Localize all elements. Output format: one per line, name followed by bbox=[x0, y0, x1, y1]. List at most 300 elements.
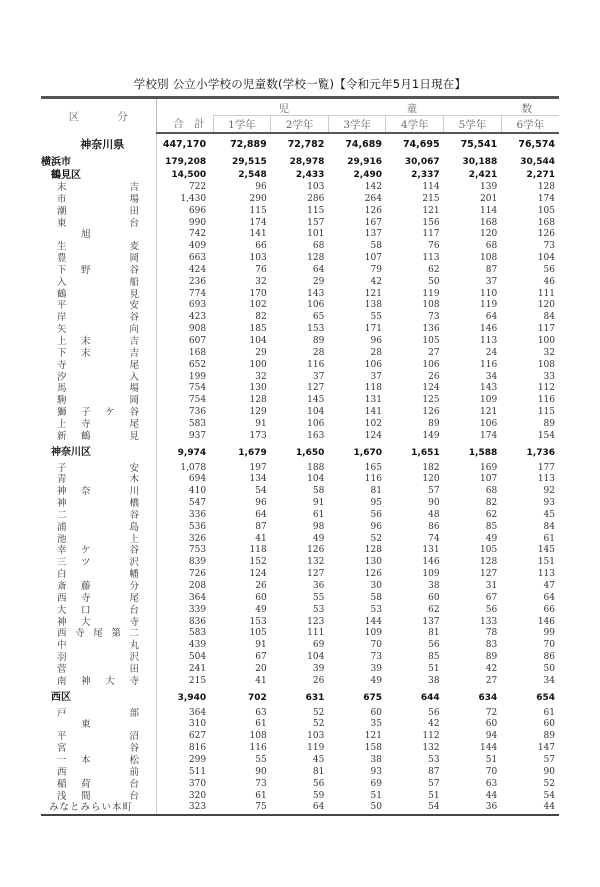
table-row bbox=[41, 194, 559, 206]
table-row bbox=[41, 767, 559, 779]
cell-grade-1: 67 bbox=[255, 652, 267, 663]
cell-grade-6: 154 bbox=[537, 430, 555, 441]
row-label bbox=[41, 498, 156, 510]
row-label-char: ケ bbox=[81, 545, 91, 557]
cell-grade-4: 137 bbox=[422, 616, 440, 627]
row-label-char: 大 bbox=[57, 604, 67, 616]
table-row bbox=[41, 218, 559, 230]
cell-grade-6: 32 bbox=[543, 347, 555, 358]
cell-grade-2: 101 bbox=[307, 229, 325, 240]
cell-grade-4: 105 bbox=[422, 335, 440, 346]
cell-grade-5: 44 bbox=[485, 790, 498, 801]
row-label bbox=[41, 324, 156, 336]
cell-grade-3: 130 bbox=[364, 557, 382, 568]
row-label-char: 谷 bbox=[129, 743, 139, 755]
row-label-char: 子 bbox=[57, 462, 67, 474]
cell-grade-1: 141 bbox=[249, 229, 267, 240]
table-row bbox=[41, 593, 559, 605]
cell-grade-6: 126 bbox=[537, 229, 555, 240]
row-label-char: 二 bbox=[129, 628, 139, 640]
row-label-char bbox=[81, 395, 91, 407]
row-label-char: 船 bbox=[129, 276, 139, 288]
row-label bbox=[41, 708, 156, 720]
row-label-char: 青 bbox=[57, 474, 67, 486]
row-label-char bbox=[105, 581, 115, 593]
table-row bbox=[41, 779, 559, 791]
row-label bbox=[41, 791, 156, 803]
row-label bbox=[41, 569, 156, 581]
cell-grade-5: 24 bbox=[485, 347, 498, 358]
row-label-char: 麦 bbox=[129, 241, 139, 253]
row-label-char bbox=[81, 194, 91, 206]
cell-grade-3: 2,490 bbox=[353, 170, 382, 180]
row-label-char: 谷 bbox=[129, 545, 139, 557]
row-label-char: 東 bbox=[81, 719, 91, 731]
cell-grade-6: 93 bbox=[543, 498, 555, 509]
cell-grade-6: 56 bbox=[543, 264, 555, 275]
cell-total: 241 bbox=[188, 663, 207, 674]
row-label-char: 荷 bbox=[81, 778, 91, 790]
cell-grade-4: 50 bbox=[428, 276, 440, 287]
row-label bbox=[41, 510, 156, 522]
cell-grade-5: 63 bbox=[485, 778, 498, 789]
cell-grade-4: 109 bbox=[422, 569, 440, 580]
table-row bbox=[41, 534, 559, 546]
row-label-char bbox=[105, 486, 115, 498]
row-label-char bbox=[105, 206, 115, 218]
row-label-char: 見 bbox=[129, 430, 139, 442]
cell-grade-2: 153 bbox=[307, 324, 325, 335]
cell-grade-2: 286 bbox=[307, 193, 325, 204]
row-label-char bbox=[105, 743, 115, 755]
cell-grade-5: 110 bbox=[480, 288, 498, 299]
table-row bbox=[41, 474, 559, 486]
cell-grade-2: 29 bbox=[312, 276, 325, 287]
cell-grade-4: 1,651 bbox=[411, 447, 440, 458]
cell-grade-3: 144 bbox=[364, 616, 382, 627]
cell-grade-1: 290 bbox=[249, 193, 267, 204]
row-label-char: 浦 bbox=[57, 521, 67, 533]
row-label-char: 場 bbox=[129, 383, 139, 395]
row-label-char: 分 bbox=[129, 581, 139, 592]
cell-total: 753 bbox=[188, 545, 207, 556]
cell-grade-4: 644 bbox=[420, 692, 440, 703]
row-label-char: 丸 bbox=[129, 640, 139, 652]
row-label bbox=[41, 218, 156, 230]
row-label-char bbox=[105, 218, 115, 230]
table-row bbox=[41, 206, 559, 218]
cell-grade-3: 158 bbox=[364, 743, 382, 754]
row-label-char: 中 bbox=[57, 640, 67, 652]
row-label-char bbox=[105, 534, 115, 546]
cell-grade-3: 675 bbox=[363, 692, 382, 703]
cell-grade-4: 51 bbox=[428, 790, 440, 801]
cell-grade-2: 128 bbox=[307, 253, 325, 264]
row-label-char: 場 bbox=[129, 193, 139, 205]
cell-grade-3: 131 bbox=[364, 395, 382, 406]
cell-total: 754 bbox=[188, 395, 207, 406]
cell-grade-2: 103 bbox=[307, 182, 325, 192]
cell-grade-2: 89 bbox=[312, 335, 325, 346]
row-label-char bbox=[105, 652, 115, 664]
col-header-total: 合 計 bbox=[156, 116, 213, 134]
cell-total: 504 bbox=[188, 652, 207, 663]
cell-grade-2: 123 bbox=[307, 616, 325, 627]
row-label-char bbox=[81, 277, 91, 289]
cell-grade-5: 1,588 bbox=[468, 447, 498, 458]
row-label-char bbox=[105, 182, 115, 194]
row-label bbox=[41, 593, 156, 605]
cell-grade-5: 143 bbox=[480, 383, 498, 394]
row-label bbox=[41, 312, 156, 324]
row-label-char: 鶴 bbox=[57, 288, 67, 300]
cell-grade-6: 146 bbox=[537, 616, 555, 627]
cell-grade-1: 54 bbox=[255, 486, 267, 497]
ward-row bbox=[41, 169, 559, 182]
cell-grade-1: 32 bbox=[255, 276, 267, 287]
cell-grade-6: 147 bbox=[537, 743, 555, 754]
cell-total: 836 bbox=[188, 616, 207, 627]
table-row bbox=[41, 360, 559, 372]
cell-grade-4: 117 bbox=[422, 229, 440, 240]
table-row bbox=[41, 676, 559, 688]
row-label-char bbox=[81, 312, 91, 324]
row-label-char bbox=[105, 640, 115, 652]
cell-grade-2: 2,433 bbox=[295, 170, 325, 180]
cell-total: 410 bbox=[188, 486, 207, 497]
row-label-char: 矢 bbox=[57, 324, 67, 336]
row-label-char: 末 bbox=[81, 347, 91, 359]
row-label-char bbox=[81, 241, 91, 253]
cell-total: 370 bbox=[188, 778, 207, 789]
row-label-char: 大 bbox=[105, 675, 115, 687]
cell-total: 722 bbox=[188, 182, 207, 192]
table-row bbox=[41, 348, 559, 360]
cell-total: 583 bbox=[188, 628, 207, 639]
table-row bbox=[41, 652, 559, 664]
row-label-char: 二 bbox=[57, 509, 67, 521]
cell-grade-6: 84 bbox=[543, 521, 555, 532]
table-row bbox=[41, 229, 559, 241]
row-label-char bbox=[81, 652, 91, 664]
cell-total: 299 bbox=[188, 754, 207, 765]
row-label-char: 安 bbox=[129, 300, 139, 312]
row-label-char: 沼 bbox=[129, 731, 139, 743]
cell-grade-3: 124 bbox=[364, 430, 382, 441]
cell-grade-6: 44 bbox=[543, 802, 555, 813]
row-label-char bbox=[105, 767, 115, 779]
table-row bbox=[41, 791, 559, 803]
cell-total: 423 bbox=[188, 312, 207, 323]
cell-grade-5: 27 bbox=[485, 675, 498, 686]
row-label-char: 戸 bbox=[57, 707, 67, 719]
row-label-char bbox=[81, 383, 91, 395]
cell-grade-1: 2,548 bbox=[238, 170, 267, 180]
table-row bbox=[41, 431, 559, 443]
row-label-char: 入 bbox=[129, 371, 139, 383]
row-label-char bbox=[105, 300, 115, 312]
cell-grade-3: 106 bbox=[364, 359, 382, 370]
cell-grade-1: 66 bbox=[255, 241, 267, 252]
cell-grade-1: 152 bbox=[249, 557, 267, 568]
row-label-char bbox=[81, 289, 91, 301]
cell-grade-6: 89 bbox=[543, 418, 555, 429]
table-row bbox=[41, 300, 559, 312]
cell-grade-4: 90 bbox=[428, 498, 440, 509]
cell-grade-1: 174 bbox=[249, 217, 267, 228]
cell-grade-5: 83 bbox=[485, 640, 498, 651]
row-label: 鶴見区 bbox=[41, 169, 156, 182]
cell-grade-1: 41 bbox=[255, 533, 267, 544]
row-label-char: 沢 bbox=[129, 652, 139, 664]
cell-grade-5: 168 bbox=[480, 217, 498, 228]
cell-grade-1: 100 bbox=[249, 359, 267, 370]
table-row bbox=[41, 336, 559, 348]
row-label-char: 上 bbox=[57, 418, 67, 430]
row-label: 神奈川区 bbox=[41, 443, 156, 463]
row-label-char bbox=[105, 289, 115, 301]
cell-total: 839 bbox=[188, 557, 207, 568]
row-label bbox=[41, 194, 156, 206]
cell-grade-6: 100 bbox=[537, 335, 555, 346]
row-label-char bbox=[105, 545, 115, 557]
cell-grade-1: 49 bbox=[255, 604, 267, 615]
row-label bbox=[41, 545, 156, 557]
cell-grade-6: 128 bbox=[537, 182, 555, 192]
cell-total: 742 bbox=[188, 229, 207, 240]
col-header-grade-4: 4学年 bbox=[386, 116, 444, 134]
row-label-char: 末 bbox=[81, 335, 91, 347]
row-label-char bbox=[105, 395, 115, 407]
header-kubun-char: 分 bbox=[117, 110, 128, 123]
row-label-char: 上 bbox=[129, 533, 139, 545]
cell-total: 694 bbox=[188, 474, 207, 485]
cell-grade-6: 111 bbox=[537, 288, 555, 299]
cell-grade-4: 131 bbox=[422, 545, 440, 556]
cell-grade-2: 55 bbox=[312, 592, 325, 603]
row-label bbox=[41, 300, 156, 312]
row-label-char: 宮 bbox=[57, 743, 67, 755]
col-header-grade-2: 2学年 bbox=[271, 116, 329, 134]
col-header-grade-1: 1学年 bbox=[213, 116, 271, 134]
enrollment-table bbox=[41, 96, 559, 816]
row-label-char bbox=[105, 498, 115, 510]
cell-grade-5: 107 bbox=[480, 474, 498, 485]
cell-grade-3: 165 bbox=[364, 462, 382, 473]
cell-grade-2: 39 bbox=[312, 663, 325, 674]
cell-grade-5: 113 bbox=[480, 335, 498, 346]
cell-grade-5: 146 bbox=[480, 324, 498, 335]
row-label-char: 大 bbox=[81, 616, 91, 628]
table-row bbox=[41, 498, 559, 510]
cell-grade-1: 20 bbox=[255, 663, 267, 674]
cell-grade-2: 65 bbox=[312, 312, 325, 323]
cell-total: 663 bbox=[188, 253, 207, 264]
row-label-char: 本 bbox=[81, 754, 91, 766]
col-header-grade-6: 6学年 bbox=[501, 116, 559, 134]
row-label-char: 尾 bbox=[93, 628, 103, 640]
cell-grade-5: 68 bbox=[485, 241, 498, 252]
cell-grade-3: 52 bbox=[370, 533, 382, 544]
row-label-char: 木 bbox=[129, 474, 139, 486]
cell-grade-5: 119 bbox=[480, 300, 498, 311]
table-row bbox=[41, 265, 559, 277]
cell-grade-6: 84 bbox=[543, 312, 555, 323]
cell-grade-4: 132 bbox=[422, 743, 440, 754]
cell-grade-1: 76 bbox=[255, 264, 267, 275]
row-label bbox=[41, 206, 156, 218]
row-label-char: 浅 bbox=[57, 790, 67, 802]
cell-grade-1: 173 bbox=[249, 430, 267, 441]
cell-grade-1: 29,515 bbox=[232, 157, 267, 167]
row-label-char: 前 bbox=[129, 766, 139, 778]
row-label-char: 平 bbox=[57, 731, 67, 743]
cell-grade-3: 50 bbox=[370, 802, 382, 813]
row-label bbox=[41, 383, 156, 395]
cell-grade-3: 137 bbox=[364, 229, 382, 240]
table-row bbox=[41, 486, 559, 498]
cell-grade-4: 89 bbox=[428, 418, 440, 429]
row-label-char bbox=[81, 324, 91, 336]
cell-grade-1: 96 bbox=[255, 182, 267, 192]
cell-grade-4: 120 bbox=[422, 474, 440, 485]
cell-grade-5: 116 bbox=[480, 359, 498, 370]
cell-grade-4: 56 bbox=[428, 640, 440, 651]
cell-total: 937 bbox=[188, 430, 207, 441]
row-label-char bbox=[105, 719, 115, 731]
row-label-char: 羽 bbox=[57, 652, 67, 664]
cell-grade-6: 50 bbox=[543, 663, 555, 674]
row-label-char: 西 bbox=[57, 592, 67, 604]
cell-grade-2: 72,782 bbox=[287, 139, 325, 150]
row-label-char bbox=[81, 664, 91, 676]
cell-grade-1: 102 bbox=[249, 300, 267, 311]
cell-total: 536 bbox=[188, 521, 207, 532]
row-label-char bbox=[105, 324, 115, 336]
row-label-char bbox=[105, 348, 115, 360]
cell-grade-1: 91 bbox=[255, 418, 267, 429]
cell-grade-6: 61 bbox=[543, 533, 555, 544]
cell-grade-5: 70 bbox=[485, 766, 498, 777]
cell-grade-3: 51 bbox=[370, 790, 382, 801]
cell-grade-2: 104 bbox=[307, 407, 325, 418]
cell-grade-6: 47 bbox=[543, 581, 555, 591]
cell-grade-2: 188 bbox=[307, 462, 325, 473]
cell-grade-3: 58 bbox=[370, 241, 382, 252]
header-kubun-char: 区 bbox=[68, 110, 80, 123]
cell-total: 693 bbox=[188, 300, 207, 311]
row-label: 神奈川県 bbox=[41, 133, 156, 156]
row-label bbox=[41, 289, 156, 301]
col-header-grade-3: 3学年 bbox=[328, 116, 386, 134]
cell-grade-2: 104 bbox=[307, 474, 325, 485]
row-label-char bbox=[105, 779, 115, 791]
cell-grade-3: 128 bbox=[364, 545, 382, 556]
cell-grade-3: 142 bbox=[364, 182, 382, 192]
cell-total: 14,500 bbox=[171, 170, 207, 180]
cell-grade-2: 119 bbox=[307, 743, 325, 754]
cell-total: 652 bbox=[188, 359, 207, 370]
cell-grade-5: 60 bbox=[485, 719, 498, 730]
cell-grade-5: 201 bbox=[480, 193, 498, 204]
row-label-char bbox=[105, 474, 115, 486]
cell-grade-4: 125 bbox=[422, 395, 440, 406]
row-label-char: 馬 bbox=[57, 383, 67, 395]
row-label bbox=[41, 731, 156, 743]
cell-grade-2: 111 bbox=[307, 628, 325, 639]
cell-grade-4: 76 bbox=[428, 241, 440, 252]
cell-total: 511 bbox=[188, 766, 207, 777]
header-row-group bbox=[41, 98, 559, 116]
cell-grade-5: 109 bbox=[480, 395, 498, 406]
cell-grade-2: 145 bbox=[307, 395, 325, 406]
cell-grade-1: 75 bbox=[255, 802, 267, 813]
cell-grade-2: 64 bbox=[312, 802, 325, 813]
cell-grade-5: 174 bbox=[480, 430, 498, 441]
row-label-char bbox=[105, 383, 115, 395]
row-label bbox=[41, 534, 156, 546]
row-label-char: 汐 bbox=[57, 371, 67, 383]
table-row bbox=[41, 743, 559, 755]
table-row bbox=[41, 664, 559, 676]
cell-grade-1: 116 bbox=[249, 743, 267, 754]
cell-grade-5: 85 bbox=[485, 521, 498, 532]
table-row bbox=[41, 640, 559, 652]
ward-row bbox=[41, 443, 559, 463]
row-label-char bbox=[81, 767, 91, 779]
row-label: 西区 bbox=[41, 688, 156, 708]
row-label bbox=[41, 372, 156, 384]
row-label-char bbox=[105, 194, 115, 206]
cell-grade-2: 56 bbox=[312, 778, 325, 789]
row-label-char bbox=[81, 569, 91, 581]
cell-total: 696 bbox=[188, 205, 207, 216]
cell-grade-5: 169 bbox=[480, 462, 498, 473]
cell-total: 424 bbox=[188, 264, 207, 275]
cell-grade-6: 2,271 bbox=[526, 170, 555, 180]
cell-total: 168 bbox=[188, 347, 207, 358]
header-group bbox=[156, 98, 559, 116]
row-label bbox=[41, 522, 156, 534]
cell-total: 627 bbox=[188, 731, 207, 742]
cell-grade-4: 30,067 bbox=[404, 157, 440, 167]
cell-grade-6: 104 bbox=[537, 253, 555, 264]
cell-grade-6: 90 bbox=[543, 766, 555, 777]
cell-grade-2: 127 bbox=[307, 383, 325, 394]
row-label-char: 向 bbox=[129, 324, 139, 336]
row-label-char: 吉 bbox=[129, 335, 139, 347]
cell-grade-2: 103 bbox=[307, 731, 325, 742]
cell-grade-4: 26 bbox=[428, 371, 440, 382]
cell-grade-3: 29,916 bbox=[347, 157, 382, 167]
row-label-char bbox=[81, 253, 91, 265]
row-label-char: 南 bbox=[57, 675, 67, 687]
row-label-char: 藤 bbox=[81, 581, 91, 592]
cell-grade-4: 73 bbox=[428, 312, 440, 323]
row-label-char: 部 bbox=[129, 707, 139, 719]
cell-grade-5: 31 bbox=[485, 581, 498, 591]
row-label bbox=[41, 277, 156, 289]
table-row bbox=[41, 253, 559, 265]
cell-grade-5: 72 bbox=[485, 707, 498, 718]
row-label-char: 岡 bbox=[129, 253, 139, 265]
row-label-char: 田 bbox=[129, 663, 139, 675]
cell-grade-6: 34 bbox=[543, 675, 555, 686]
row-label-char: 寺 bbox=[129, 616, 139, 628]
table-row bbox=[41, 395, 559, 407]
cell-grade-2: 126 bbox=[307, 545, 325, 556]
row-label bbox=[41, 802, 156, 815]
